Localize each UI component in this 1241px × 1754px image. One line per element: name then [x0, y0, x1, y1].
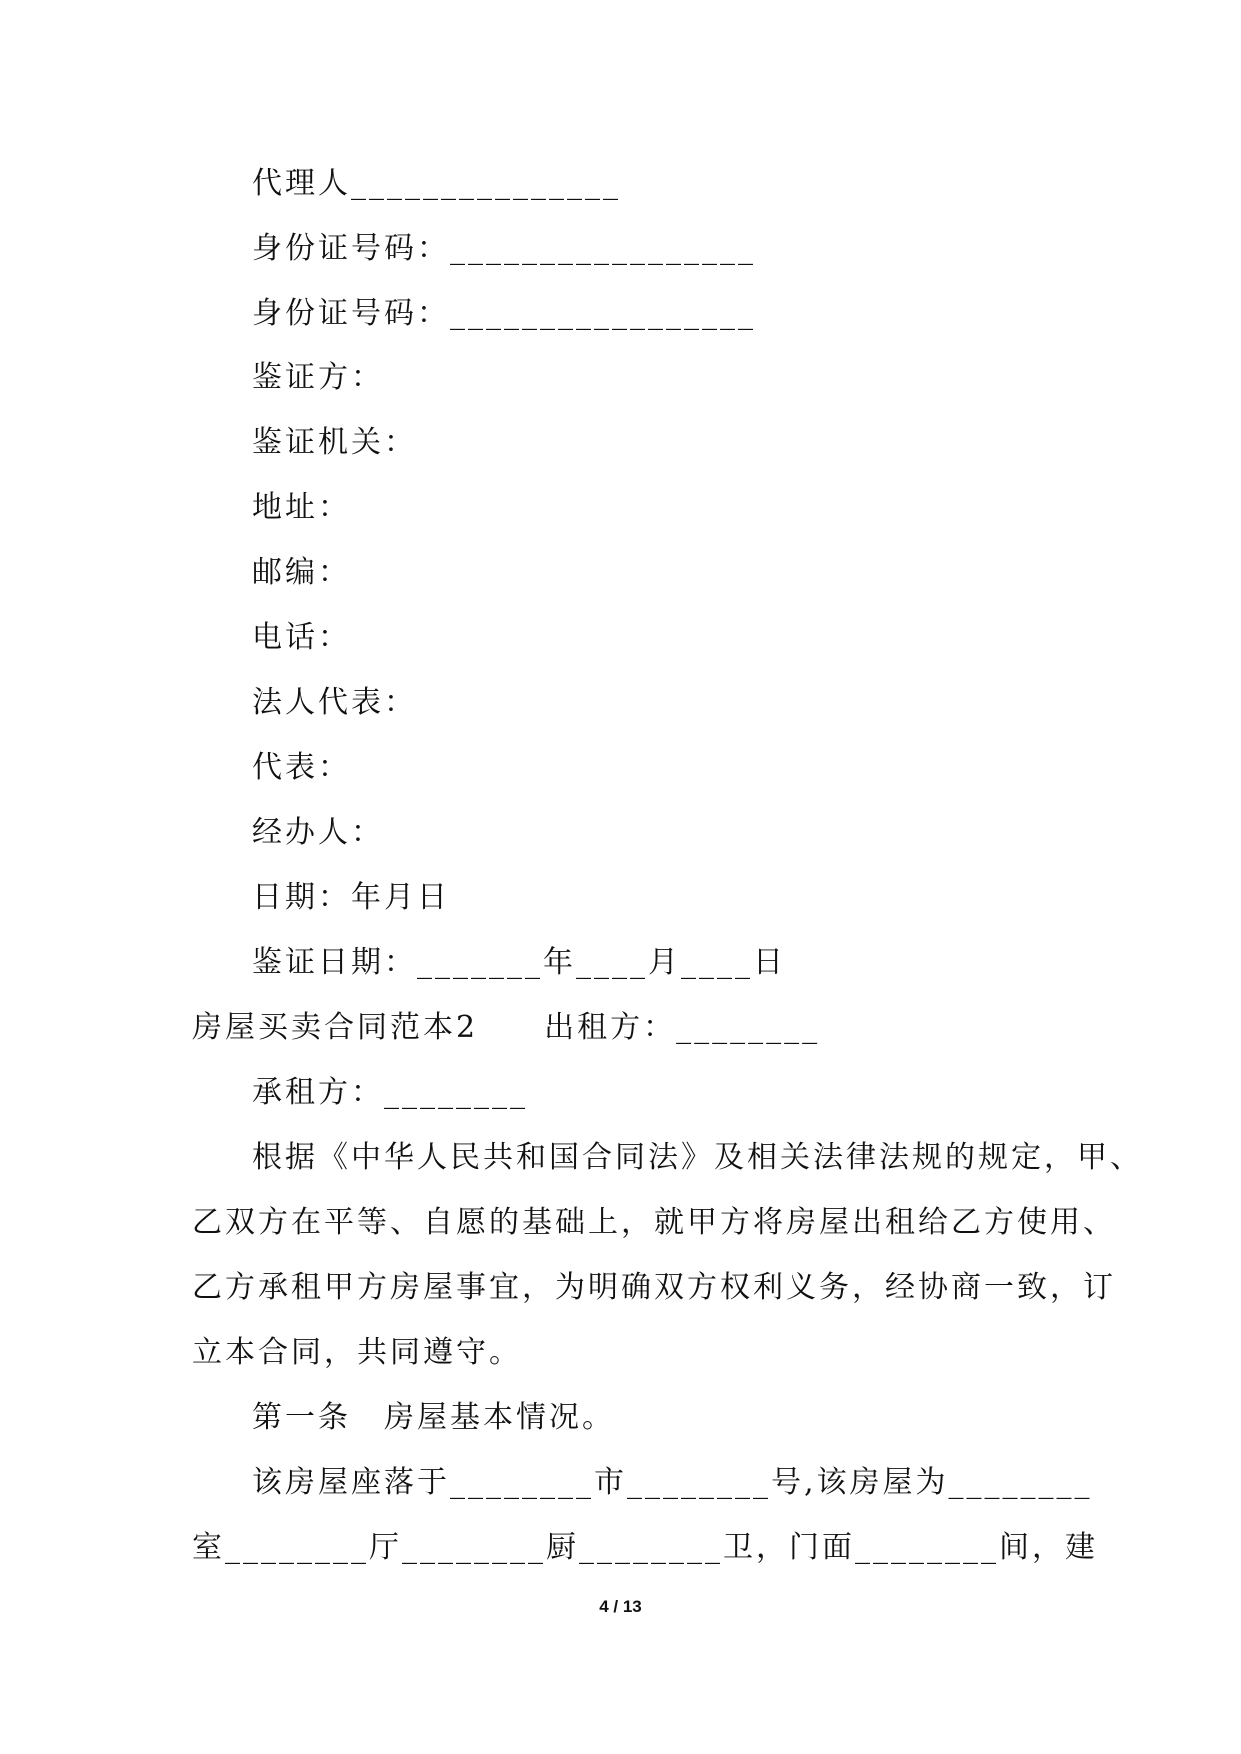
postcode-label: 邮编：	[252, 555, 351, 590]
paragraph-line: 立本合同，共同遵守。	[192, 1335, 522, 1370]
paragraph-line: 乙方承租甲方房屋事宜，为明确双方权利义务，经协商一致，订	[192, 1270, 1116, 1305]
handler-label: 经办人：	[252, 815, 384, 850]
phone-label: 电话：	[252, 620, 351, 655]
representative-label: 代表：	[252, 750, 351, 785]
verifier-label: 鉴证方：	[252, 360, 384, 395]
agent-line: 代理人_______________	[252, 166, 621, 201]
property-location-line: 该房屋座落于________市________号,该房屋为________	[252, 1465, 1093, 1500]
page-number: 4 / 13	[599, 1597, 642, 1616]
id-number-line-1: 身份证号码：_________________	[252, 231, 756, 266]
property-layout-line: 室________厅________厨________卫，门面________间，建	[192, 1530, 1098, 1565]
contract-title-lessor-line: 房屋买卖合同范本2 出租方：________	[192, 1010, 821, 1045]
verification-date-line: 鉴证日期：_______年____月____日	[252, 945, 786, 980]
lessee-line: 承租方：________	[252, 1075, 528, 1110]
article-one-heading: 第一条 房屋基本情况。	[252, 1400, 615, 1435]
paragraph-line: 根据《中华人民共和国合同法》及相关法律法规的规定，甲、	[252, 1140, 1143, 1175]
date-line: 日期：年月日	[252, 880, 450, 915]
id-number-line-2: 身份证号码：_________________	[252, 296, 756, 331]
legal-representative-label: 法人代表：	[252, 685, 417, 720]
address-label: 地址：	[252, 490, 351, 525]
verifying-authority-label: 鉴证机关：	[252, 425, 417, 460]
paragraph-line: 乙双方在平等、自愿的基础上，就甲方将房屋出租给乙方使用、	[192, 1205, 1116, 1240]
